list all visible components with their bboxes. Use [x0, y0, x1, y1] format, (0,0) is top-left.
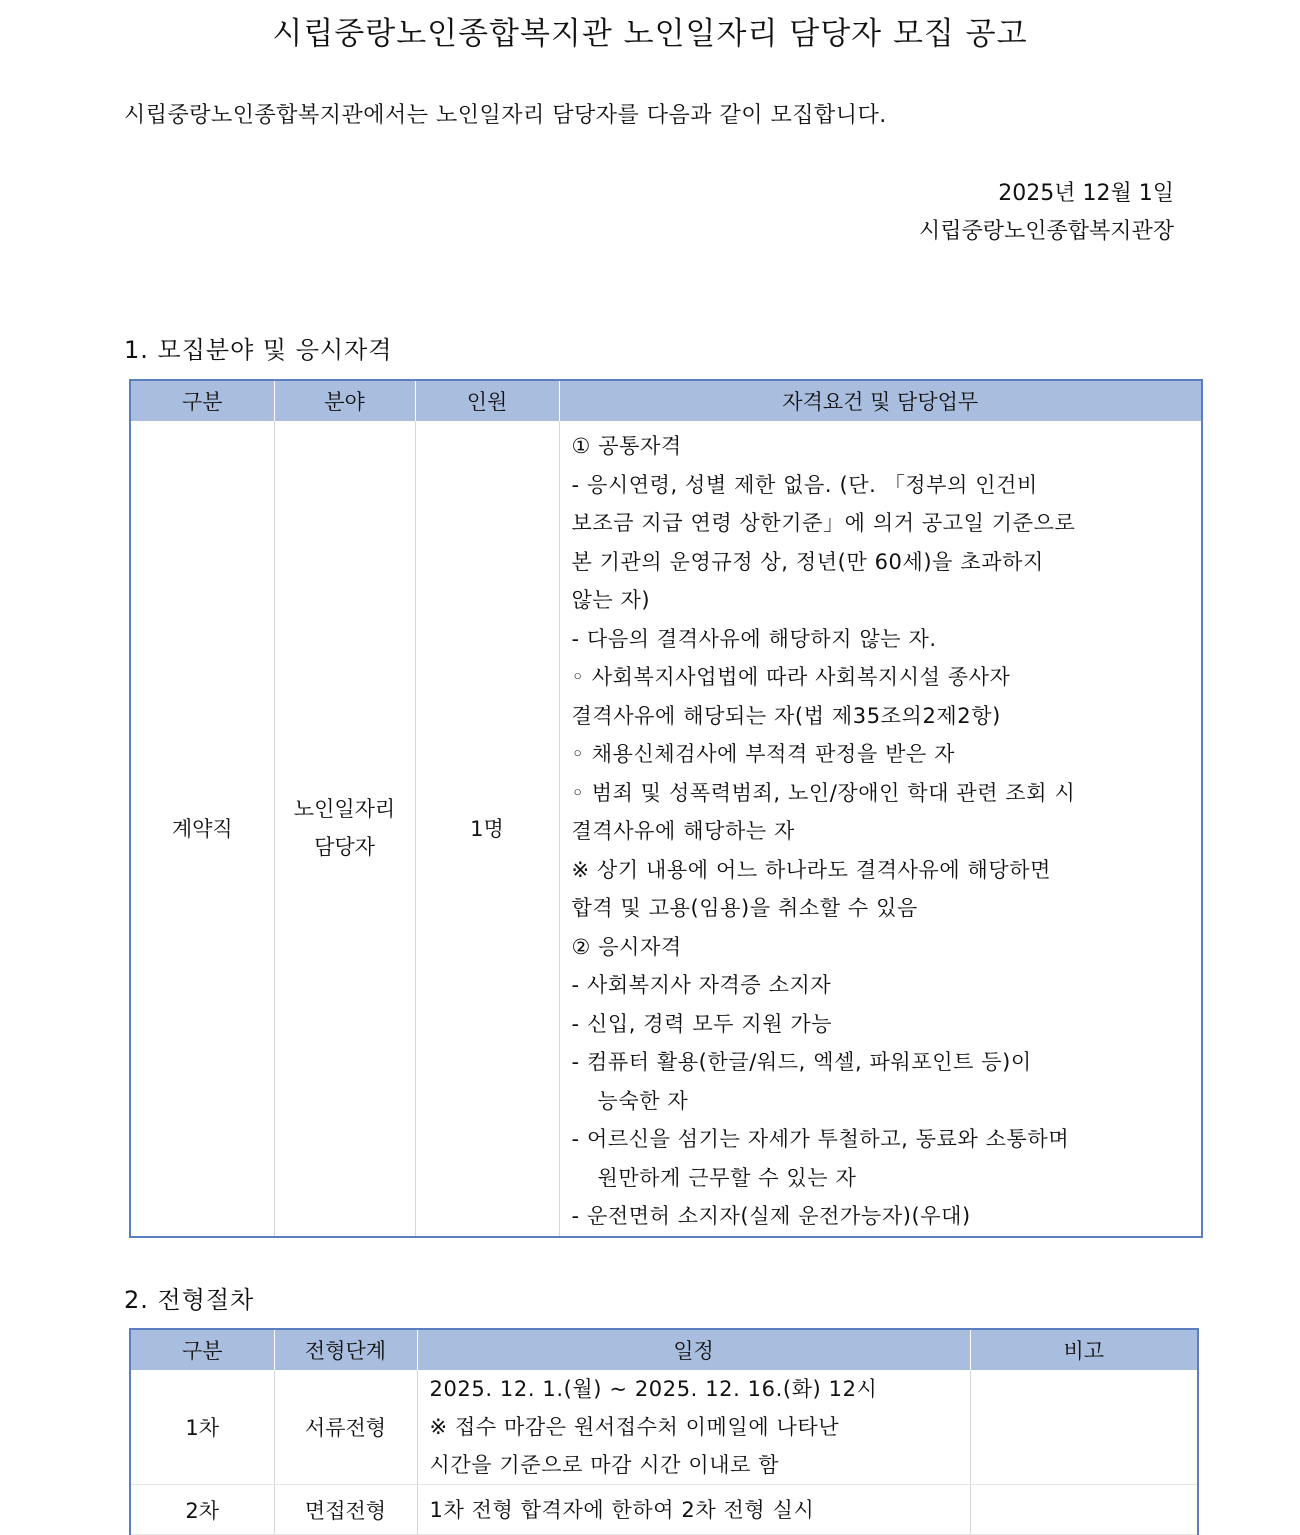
page-title: 시립중랑노인종합복지관 노인일자리 담당자 모집 공고: [272, 16, 1028, 52]
requirement-line: - 응시연령, 성별 제한 없음. (단. 「정부의 인건비: [571, 472, 1038, 497]
header-headcount: 인원: [415, 380, 559, 421]
intro-text: 시립중랑노인종합복지관에서는 노인일자리 담당자를 다음과 같이 모집합니다.: [124, 103, 887, 128]
cell-stage-name: 면접전형: [274, 1485, 417, 1535]
notice-date: 2025년 12월 1일: [998, 181, 1174, 206]
notice-signer: 시립중랑노인종합복지관장: [918, 219, 1174, 244]
cell-stage: 1차: [130, 1370, 274, 1485]
header-category: 구분: [130, 380, 274, 421]
header-field: 분야: [274, 380, 415, 421]
table-row: [130, 1370, 1198, 1485]
table-row: [130, 1485, 1198, 1535]
table-row: [130, 421, 1202, 1237]
cell-requirements: [559, 421, 1202, 1237]
requirement-line: ◦ 사회복지사업법에 따라 사회복지시설 종사자: [571, 665, 1011, 689]
requirement-line: 능숙한 자: [597, 1088, 689, 1113]
requirement-line: ◦ 채용신체검사에 부적격 판정을 받은 자: [571, 742, 956, 766]
requirement-line: ① 공통자격: [571, 434, 682, 458]
schedule-line: 2025. 12. 1.(월) ~ 2025. 12. 16.(화) 12시: [429, 1377, 878, 1401]
cell-field: [274, 421, 415, 1237]
qualification-table-header-row: [130, 380, 1202, 421]
field-line-1: 노인일자리: [293, 797, 396, 822]
requirement-line: ※ 상기 내용에 어느 하나라도 결격사유에 해당하면: [571, 857, 1052, 882]
requirement-line: 않는 자): [571, 588, 651, 612]
section-1-heading: 1. 모집분야 및 응시자격: [124, 336, 393, 364]
header-note: 비고: [970, 1329, 1198, 1370]
cell-stage: 2차: [130, 1485, 274, 1535]
cell-stage-name: 서류전형: [274, 1370, 417, 1485]
qualification-table: [129, 379, 1203, 1238]
header-schedule: 일정: [417, 1329, 970, 1370]
requirement-line: - 신입, 경력 모두 지원 가능: [571, 1011, 833, 1036]
procedure-table-header-row: [130, 1329, 1198, 1370]
cell-note: [970, 1370, 1198, 1485]
requirement-line: 원만하게 근무할 수 있는 자: [597, 1165, 857, 1190]
requirement-line: - 운전면허 소지자(실제 운전가능자)(우대): [571, 1204, 971, 1228]
cell-employment-type: 계약직: [130, 421, 274, 1237]
cell-headcount: 1명: [415, 421, 559, 1237]
requirement-line: 합격 및 고용(임용)을 취소할 수 있음: [571, 896, 918, 920]
cell-schedule: [417, 1485, 970, 1535]
header-category: 구분: [130, 1329, 274, 1370]
requirement-line: 결격사유에 해당하는 자: [571, 819, 795, 843]
schedule-line: ※ 접수 마감은 원서접수처 이메일에 나타난: [429, 1415, 840, 1439]
requirement-line: - 컴퓨터 활용(한글/워드, 엑셀, 파워포인트 등)이: [571, 1050, 1032, 1074]
cell-note: [970, 1485, 1198, 1535]
header-stage: 전형단계: [274, 1329, 417, 1370]
requirement-line: ◦ 범죄 및 성폭력범죄, 노인/장애인 학대 관련 조회 시: [571, 780, 1076, 805]
header-requirements: 자격요건 및 담당업무: [559, 380, 1202, 421]
procedure-table: [129, 1328, 1199, 1535]
requirement-line: 결격사유에 해당되는 자(법 제35조의2제2항): [571, 703, 1001, 728]
cell-schedule: [417, 1370, 970, 1485]
schedule-line: 1차 전형 합격자에 한하여 2차 전형 실시: [429, 1497, 815, 1522]
requirement-line: - 다음의 결격사유에 해당하지 않는 자.: [571, 626, 937, 651]
requirement-line: - 어르신을 섬기는 자세가 투철하고, 동료와 소통하며: [571, 1127, 1070, 1151]
requirement-line: - 사회복지사 자격증 소지자: [571, 973, 832, 997]
section-2-heading: 2. 전형절차: [124, 1286, 255, 1314]
requirement-line: 본 기관의 운영규정 상, 정년(만 60세)을 초과하지: [571, 549, 1044, 574]
requirement-line: ② 응시자격: [571, 934, 682, 959]
field-line-2: 담당자: [314, 835, 375, 860]
requirement-line: 보조금 지급 연령 상한기준」에 의거 공고일 기준으로: [571, 511, 1076, 535]
schedule-line: 시간을 기준으로 마감 시간 이내로 함: [429, 1453, 780, 1477]
